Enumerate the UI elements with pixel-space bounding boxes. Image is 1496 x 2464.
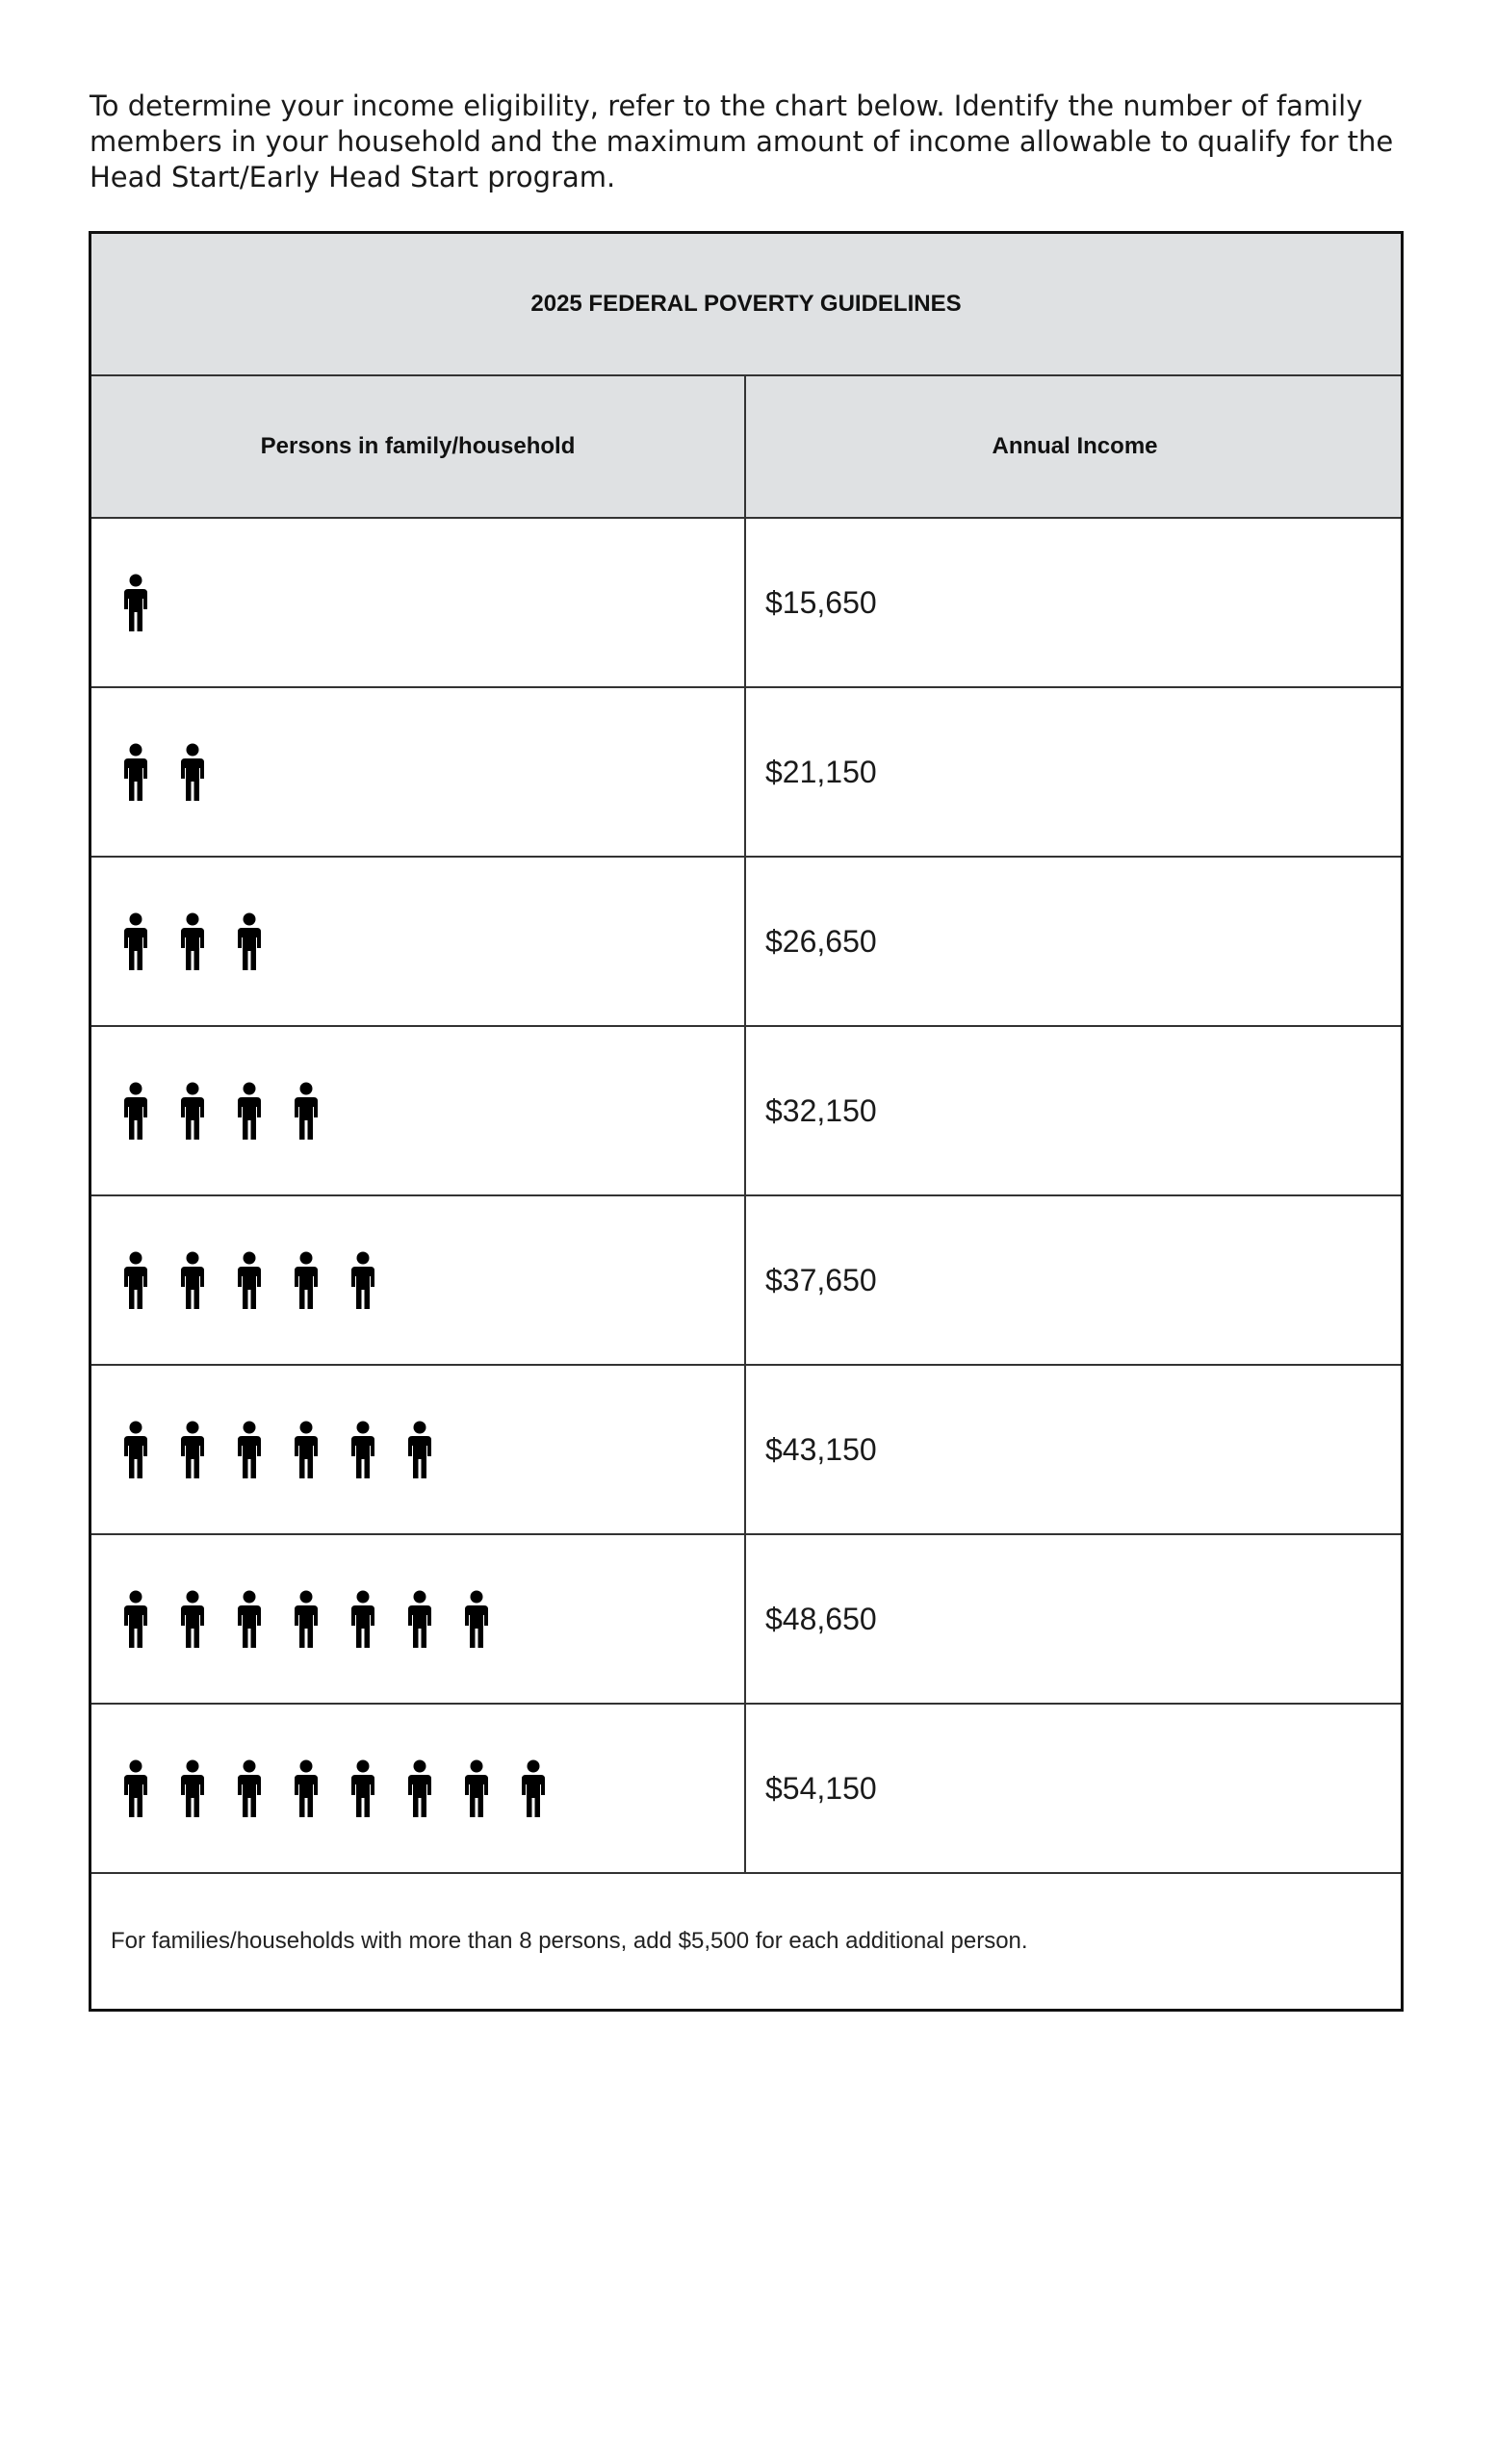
persons-cell <box>91 1705 746 1872</box>
person-icon <box>349 1421 376 1478</box>
person-icon <box>349 1759 376 1817</box>
column-header-persons: Persons in family/household <box>91 376 746 517</box>
income-cell: $43,150 <box>765 1431 877 1467</box>
column-header-income: Annual Income <box>992 433 1158 459</box>
person-icon <box>349 1590 376 1648</box>
person-icon <box>179 743 206 801</box>
person-icon <box>236 1251 263 1309</box>
persons-cell <box>91 1027 746 1194</box>
person-icon <box>293 1421 320 1478</box>
person-icon <box>236 912 263 970</box>
income-cell: $37,650 <box>765 1262 877 1297</box>
person-icon <box>349 1251 376 1309</box>
person-icon <box>122 1759 149 1817</box>
income-cell: $15,650 <box>765 584 877 620</box>
table-row <box>91 1366 1401 1535</box>
person-icon <box>122 743 149 801</box>
table-row <box>91 858 1401 1027</box>
person-icon <box>179 1590 206 1648</box>
table-row <box>91 1705 1401 1874</box>
person-icon <box>236 1421 263 1478</box>
person-icon <box>179 1421 206 1478</box>
person-icon <box>236 1759 263 1817</box>
person-icon <box>293 1590 320 1648</box>
persons-cell <box>91 688 746 856</box>
table-row <box>91 1196 1401 1366</box>
table-row <box>91 1535 1401 1705</box>
person-icon <box>236 1590 263 1648</box>
table-footnote: For families/households with more than 8 persons, add $5,500 for each additional person. <box>111 1928 1028 1954</box>
person-icon <box>293 1251 320 1309</box>
person-icon <box>179 1759 206 1817</box>
income-cell: $48,650 <box>765 1601 877 1636</box>
table-row <box>91 1027 1401 1196</box>
person-icon <box>520 1759 547 1817</box>
person-icon <box>122 1421 149 1478</box>
table-row <box>91 688 1401 858</box>
table-header-row <box>91 376 1401 519</box>
person-icon <box>463 1590 490 1648</box>
table-title: 2025 FEDERAL POVERTY GUIDELINES <box>91 234 1401 376</box>
table-body <box>91 519 1401 1874</box>
intro-text: To determine your income eligibility, refer to the chart below. Identify the number of family members in your household and the maximum amount of income allowable to qualify for the Head Start/Early Head Start program. <box>90 90 1394 193</box>
person-icon <box>122 1251 149 1309</box>
table-row <box>91 519 1401 688</box>
persons-cell <box>91 1535 746 1703</box>
person-icon <box>406 1759 433 1817</box>
persons-cell <box>91 1366 746 1533</box>
person-icon <box>406 1421 433 1478</box>
person-icon <box>463 1759 490 1817</box>
income-cell: $32,150 <box>765 1092 877 1128</box>
person-icon <box>293 1082 320 1140</box>
person-icon <box>406 1590 433 1648</box>
person-icon <box>179 1251 206 1309</box>
person-icon <box>236 1082 263 1140</box>
income-cell: $54,150 <box>765 1770 877 1806</box>
person-icon <box>179 912 206 970</box>
persons-cell <box>91 858 746 1025</box>
person-icon <box>122 1082 149 1140</box>
person-icon <box>122 912 149 970</box>
person-icon <box>122 574 149 631</box>
persons-cell <box>91 519 746 686</box>
persons-cell <box>91 1196 746 1364</box>
poverty-guidelines-table <box>89 231 1404 2012</box>
person-icon <box>179 1082 206 1140</box>
income-cell: $26,650 <box>765 923 877 959</box>
income-cell: $21,150 <box>765 754 877 789</box>
person-icon <box>122 1590 149 1648</box>
person-icon <box>293 1759 320 1817</box>
